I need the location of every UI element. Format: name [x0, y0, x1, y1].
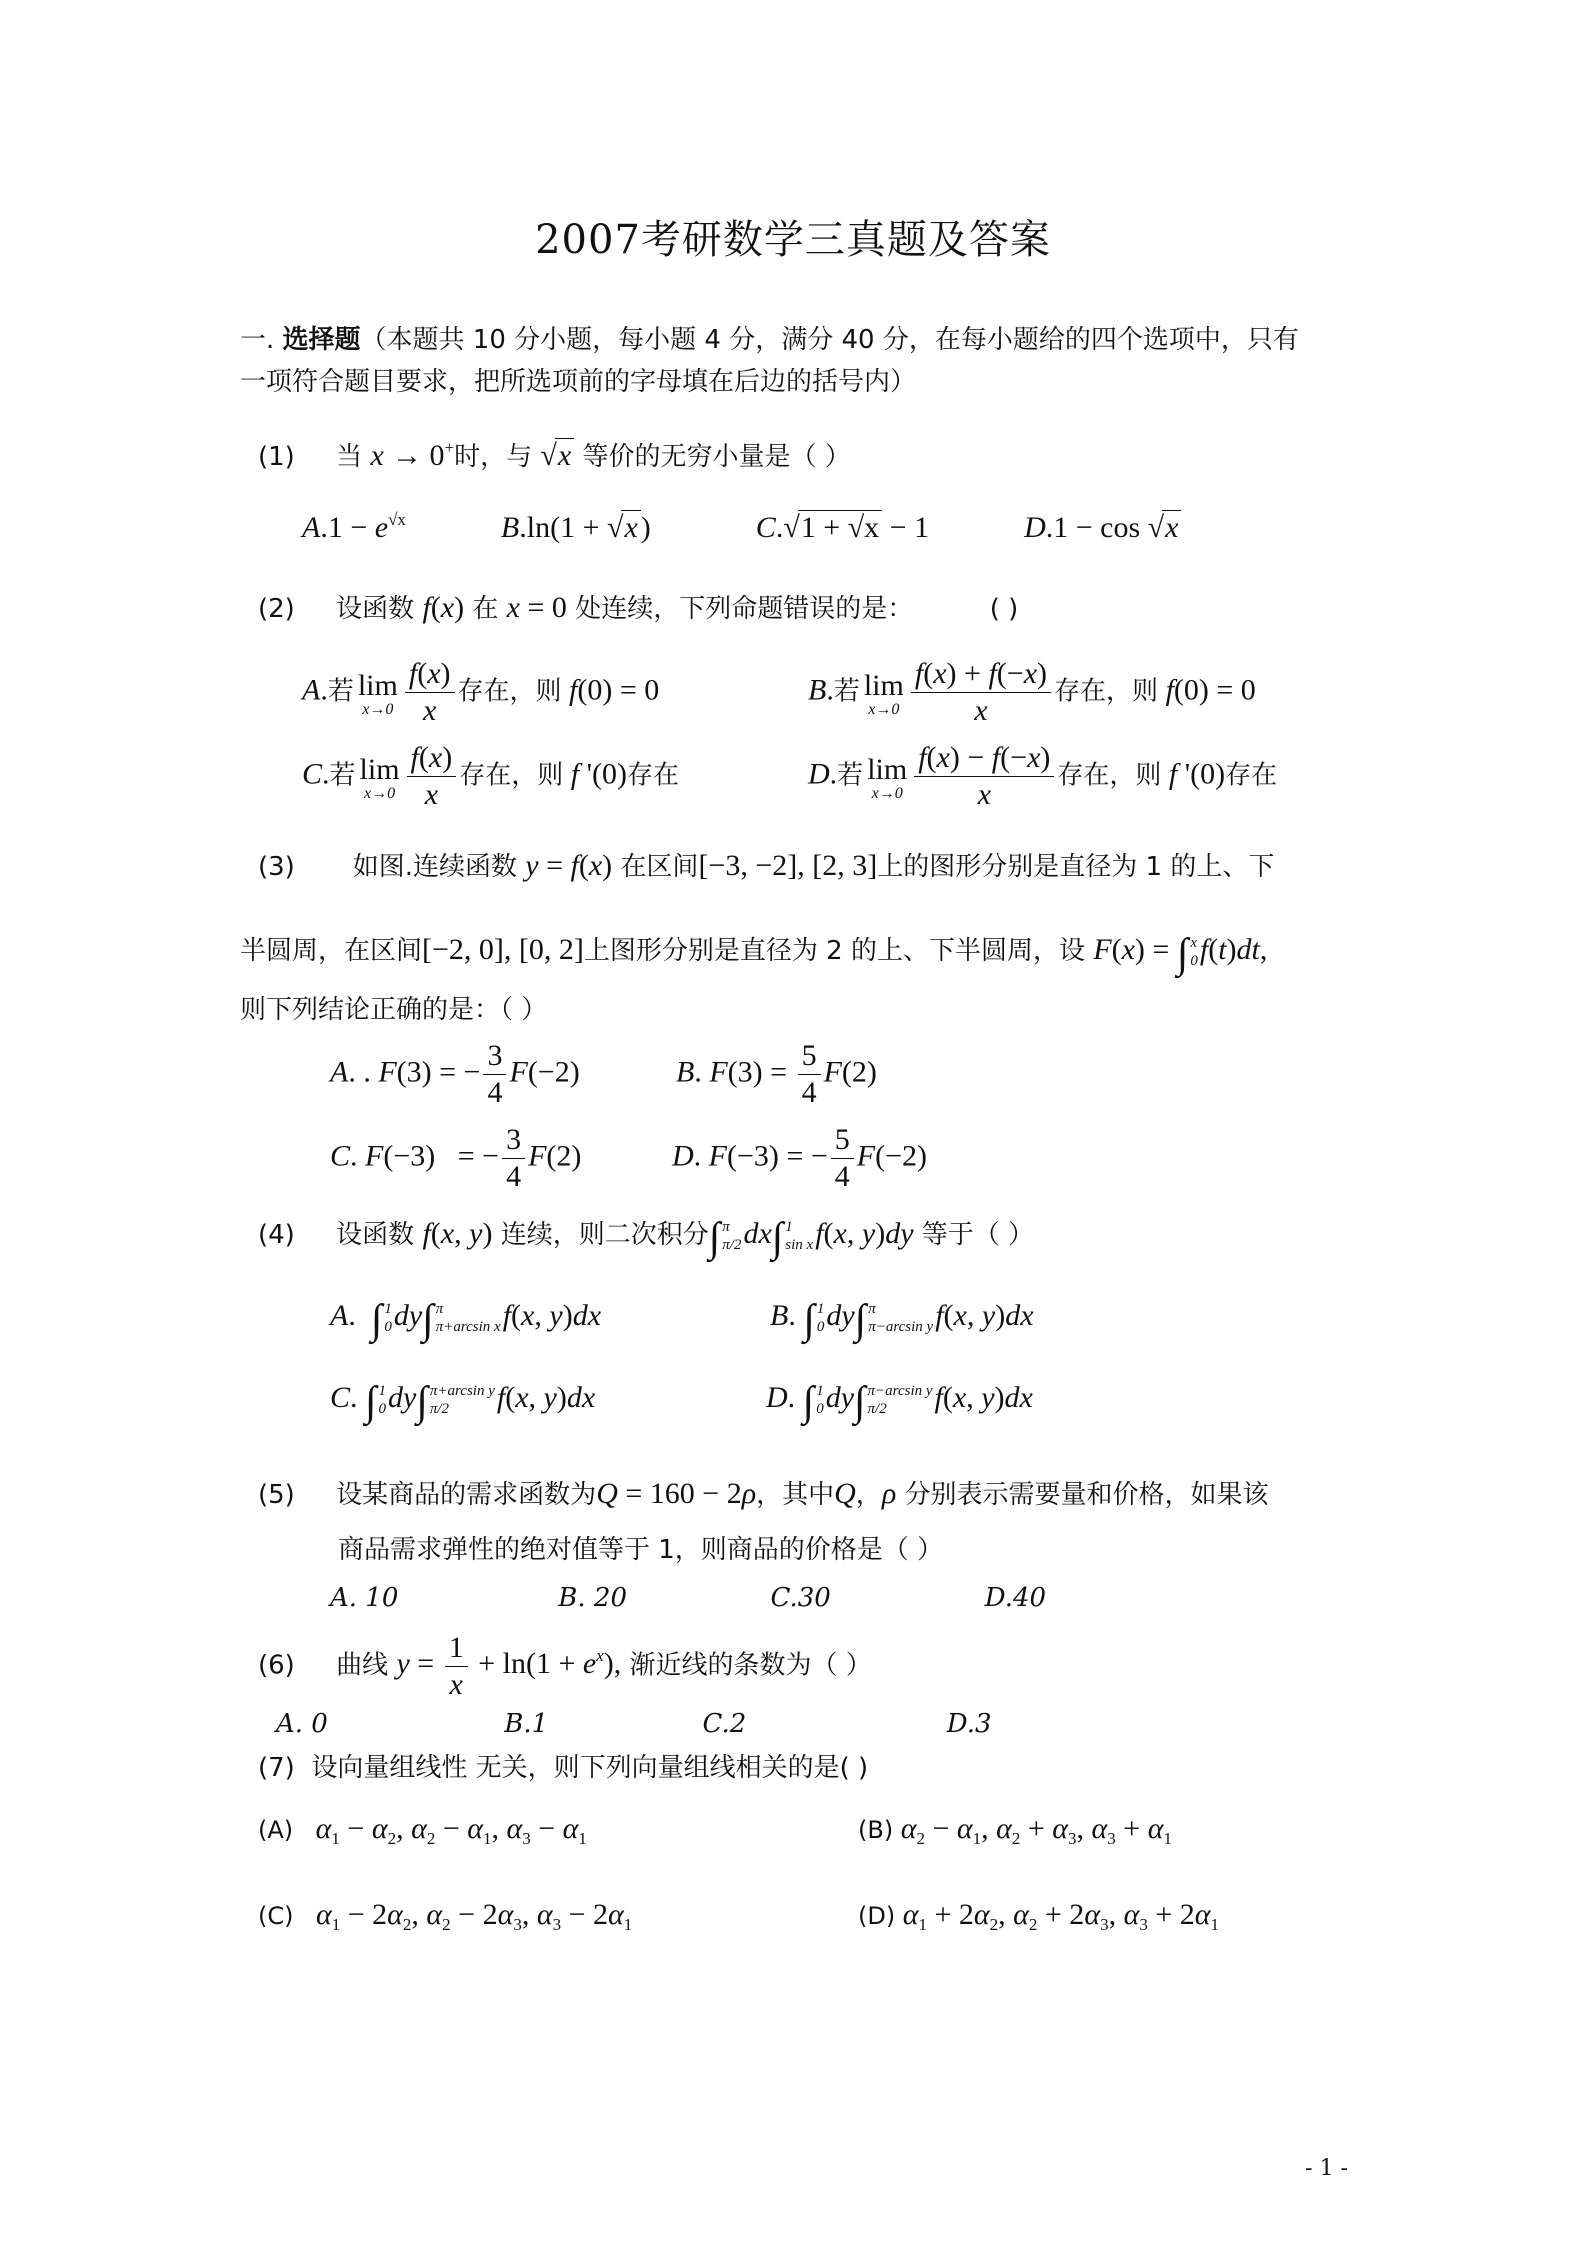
q6-option-a: A. 0	[276, 1709, 328, 1739]
q3-line2-b: 上图形分别是直径为 2 的上、下半圆周，设	[583, 936, 1085, 966]
q4-number: (4)	[258, 1220, 295, 1250]
q3-line2-a: 半圆周，在区间	[240, 936, 423, 966]
q2-option-d: D.若 lim x→0 $\frac{f(x) - f(-x)}{x}$ 存在，则 f '(0)存在	[808, 741, 1278, 811]
q5-line2: 商品需求弹性的绝对值等于 1，则商品的价格是（ ）	[338, 1535, 944, 1565]
question-2: (2) 设函数 f(x) 在 x = 0 处连续，下列命题错误的是： ( )	[258, 591, 1019, 624]
q2-option-a: A.若 lim x→0 $\frac{f(x)}{x}$ 存在，则 f(0) = 0	[302, 657, 660, 727]
q7-text: 设向量组线性 无关，则下列向量组线相关的是( )	[311, 1753, 869, 1783]
q3-line1-b: 在区间	[620, 852, 699, 882]
q3-line1-a: 如图.连续函数	[352, 852, 517, 882]
q7-label-b: (B)	[858, 1816, 894, 1844]
q1-optC-letter: C	[755, 511, 776, 544]
q7-option-a: (A) $\alpha_1 - \alpha_2$, $\alpha_2 - \alpha_1$, $\alpha_3 - \alpha_1$	[258, 1812, 587, 1848]
q5-line1-c: 分别表示需要量和价格，如果该	[904, 1480, 1269, 1510]
q2-cunzai-d: 存在，则	[1057, 760, 1162, 791]
q6-option-d: D.3	[946, 1709, 992, 1739]
q6-option-c: C.2	[702, 1709, 747, 1739]
q6-text-a: 曲线	[336, 1650, 389, 1681]
q2-ruo-d: 若	[837, 760, 864, 791]
q6-options	[276, 1704, 992, 1744]
q2-number: (2)	[258, 594, 295, 624]
page-title: 2007考研数学三真题及答案	[535, 217, 1051, 263]
q5-option-b: B. 20	[558, 1583, 627, 1613]
q3-option-a: A. . F(3) = − $\frac{3}{4}$ F(−2)	[330, 1039, 580, 1109]
q2-cunzai2-c: 存在	[626, 760, 679, 791]
section-intro-line2: 一项符合题目要求，把所选项前的字母填在后边的括号内）	[240, 367, 917, 397]
q1-text-c: 等价的无穷小量是（ ）	[582, 442, 851, 472]
q4-option-a: A. ∫ 1 0 dy∫ π π+arcsin x f(x, y)dx	[330, 1297, 602, 1343]
q2-text-c: 处连续，下列命题错误的是：	[575, 594, 914, 624]
q1-optA-letter: A	[302, 511, 321, 544]
q2-cunzai2-d: 存在	[1225, 760, 1278, 791]
q6-option-b: B.1	[504, 1709, 549, 1739]
q4-text-b: 连续，则二次积分	[500, 1220, 709, 1250]
q5-number: (5)	[258, 1480, 295, 1510]
question-6: (6) 曲线 y = $\frac{1}{x}$ + $\ln(1 + e^x)$, 渐近线的条数为（ ）	[258, 1631, 872, 1701]
q5-option-a: A. 10	[330, 1583, 399, 1613]
q2-option-c: C.若 lim x→0 $\frac{f(x)}{x}$ 存在，则 f '(0)存在	[302, 741, 679, 811]
q2-text-b: 在	[472, 594, 499, 624]
q7-number: (7)	[258, 1753, 295, 1783]
q7-option-b: (B) $\alpha_2 - \alpha_1$, $\alpha_2 + \alpha_3$, $\alpha_3 + \alpha_1$	[858, 1812, 1172, 1848]
q3-option-b: B. F(3) = $\frac{5}{4}$ F(2)	[676, 1039, 877, 1109]
q4-text-c: 等于（ ）	[921, 1220, 1035, 1250]
q2-cunzai-c: 存在，则	[459, 760, 564, 791]
question-7	[258, 1748, 868, 1788]
section-intro-line1: （本题共 10 分小题，每小题 4 分，满分 40 分，在每小题给的四个选项中，只有	[360, 325, 1299, 355]
q5-option-d: D.40	[984, 1583, 1047, 1613]
page-number: - 1 -	[1305, 2156, 1348, 2181]
q4-option-d: D. ∫ 1 0 dy∫ π−arcsin y π/2 f(x, y)dx	[766, 1379, 1033, 1425]
q2-ruo-b: 若	[833, 676, 860, 707]
section-intro	[240, 320, 1299, 360]
q2-ruo-c: 若	[329, 760, 356, 791]
q2-ruo-a: 若	[327, 676, 354, 707]
q3-line1-c: 上的图形分别是直径为 1 的上、下	[877, 852, 1275, 882]
q1-text-a: 当	[336, 442, 363, 472]
q2-option-b: B.若 lim x→0 $\frac{f(x) + f(-x)}{x}$ 存在，则 f(0) = 0	[808, 657, 1256, 727]
q2-cunzai-b: 存在，则	[1054, 676, 1159, 707]
q4-text-a: 设函数	[336, 1220, 415, 1250]
q3-option-d: D. F(−3) = − $\frac{5}{4}$ F(−2)	[672, 1123, 927, 1193]
question-5: (5) 设某商品的需求函数为Q = 160 − 2ρ，其中Q，ρ 分别表示需要量和价格，如果该	[258, 1477, 1269, 1510]
q6-number: (6)	[258, 1650, 295, 1681]
q5-line1-a: 设某商品的需求函数为	[336, 1480, 597, 1510]
question-4: (4) 设函数 f(x, y) 连续，则二次积分∫ π π/2 dx∫ 1 sin x f(x, y)dy 等于（ ）	[258, 1215, 1035, 1261]
question-1: (1) 当 x → 0+时，与 √x 等价的无穷小量是（ ）	[258, 438, 851, 472]
q1-optB-letter: B	[500, 511, 520, 544]
question-3: (3) 如图.连续函数 y = f(x) 在区间[−3, −2], [2, 3]上的图形分别是直径为 1 的上、下	[258, 849, 1275, 882]
q5-option-c: C.30	[770, 1583, 831, 1613]
q3-option-c: C. F(−3) = − $\frac{3}{4}$ F(2)	[330, 1123, 582, 1193]
q7-label-d: (D)	[858, 1902, 896, 1930]
q7-label-a: (A)	[258, 1816, 294, 1844]
q6-text-b: 渐近线的条数为（ ）	[629, 1650, 872, 1681]
q2-paren: ( )	[989, 594, 1019, 624]
q1-options: $A.1 - e^{√x}$ B.ln(1 + √x ) C.√1 + √x − 1 D.1 − cos √x	[302, 510, 1181, 545]
section-prefix: 一.	[240, 325, 275, 355]
q3-line2: 半圆周，在区间[−2, 0], [0, 2]上图形分别是直径为 2 的上、下半圆周，设 F(x) = ∫ x 0 f(t)dt,	[240, 931, 1268, 977]
q5-line1-b: ，其中	[756, 1480, 835, 1510]
section-heading: 选择题	[282, 325, 361, 355]
q2-cunzai-a: 存在，则	[457, 676, 562, 707]
q4-option-c: C. ∫ 1 0 dy∫ π+arcsin y π/2 f(x, y)dx	[330, 1379, 596, 1425]
q7-option-c: (C) $\alpha_1 - 2\alpha_2$, $\alpha_2 - 2\alpha_3$, $\alpha_3 - 2\alpha_1$	[258, 1898, 633, 1934]
q5-options	[330, 1578, 1046, 1618]
q3-line3: 则下列结论正确的是：（ ）	[240, 995, 548, 1025]
q1-optD-letter: D	[1024, 511, 1046, 544]
q7-label-c: (C)	[258, 1902, 294, 1930]
q1-text-b: 时，与	[454, 442, 533, 472]
q4-option-b: B. ∫ 1 0 dy∫ π π−arcsin y f(x, y)dx	[770, 1297, 1034, 1343]
q3-number: (3)	[258, 852, 295, 882]
q1-number: (1)	[258, 442, 295, 472]
q2-text-a: 设函数	[336, 594, 415, 624]
q7-option-d: (D) $\alpha_1 + 2\alpha_2$, $\alpha_2 + 2\alpha_3$, $\alpha_3 + 2\alpha_1$	[858, 1898, 1219, 1934]
